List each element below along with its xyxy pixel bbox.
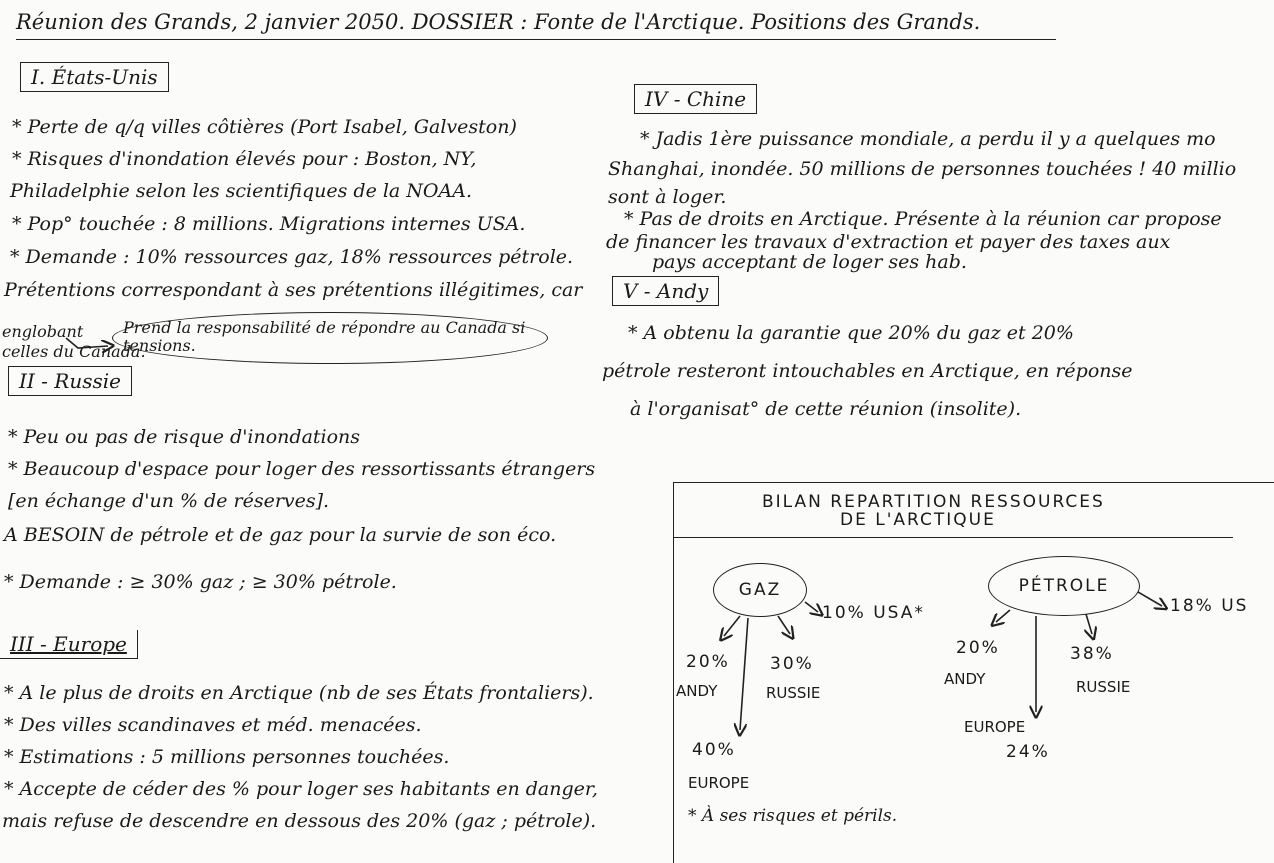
chine-line-3: sont à loger. [608, 186, 727, 208]
russie-line-4: A BESOIN de pétrole et de gaz pour la survie de son éco. [4, 524, 557, 546]
andy-line-1: * A obtenu la garantie que 20% du gaz et 20% [628, 322, 1074, 344]
europe-line-2: * Des villes scandinaves et méd. menacées. [4, 714, 422, 736]
gaz-europe-pct: 40% [692, 740, 736, 760]
gaz-andy-label: ANDY [676, 682, 718, 700]
page-title: Réunion des Grands, 2 janvier 2050. DOSSIER : Fonte de l'Arctique. Positions des Grands. [16, 10, 981, 34]
russie-line-5: * Demande : ≥ 30% gaz ; ≥ 30% pétrole. [4, 571, 397, 593]
heading-andy: V - Andy [612, 276, 719, 306]
heading-chine: IV - Chine [634, 84, 757, 114]
gaz-arrow-andy [724, 616, 740, 636]
europe-line-1: * A le plus de droits en Arctique (nb de ses États frontaliers). [4, 682, 594, 704]
usa-line-3: Philadelphie selon les scientifiques de la NOAA. [10, 180, 472, 202]
bilan-note: * À ses risques et périls. [688, 806, 898, 826]
europe-line-3: * Estimations : 5 millions personnes touchées. [4, 746, 450, 768]
usa-line-6: Prétentions correspondant à ses prétentions illégitimes, car [4, 279, 583, 301]
petrole-russie-pct: 38% [1070, 644, 1114, 664]
gaz-arrow-europe [740, 618, 748, 730]
russie-line-1: * Peu ou pas de risque d'inondations [8, 426, 361, 448]
petrole-usa-share: 18% US [1170, 596, 1249, 616]
petrole-arrow-russie [1086, 614, 1092, 634]
petrole-europe-pct: 24% [1006, 742, 1050, 762]
petrole-andy-pct: 20% [956, 638, 1000, 658]
russie-line-3: [en échange d'un % de réserves]. [8, 490, 330, 512]
petrole-arrow-andy [996, 610, 1010, 622]
usa-line-5: * Demande : 10% ressources gaz, 18% ressources pétrole. [10, 246, 574, 268]
petrole-arrow-usa [1138, 592, 1162, 606]
russie-line-2: * Beaucoup d'espace pour loger des ressortissants étrangers [8, 458, 596, 480]
chine-line-1: * Jadis 1ère puissance mondiale, a perdu il y a quelques mo [640, 128, 1216, 150]
usa-line-2: * Risques d'inondation élevés pour : Boston, NY, [12, 148, 477, 170]
petrole-europe-label: EUROPE [964, 718, 1026, 736]
gaz-arrow-russie [778, 616, 790, 634]
petrole-russie-label: RUSSIE [1076, 678, 1131, 696]
petrole-bubble: PÉTROLE [988, 556, 1140, 616]
usa-line-4: * Pop° touchée : 8 millions. Migrations internes USA. [12, 213, 526, 235]
usa-line-8: celles du Canada. [2, 342, 146, 361]
andy-line-2: pétrole resteront intouchables en Arctique, en réponse [602, 360, 1133, 382]
gaz-bubble: GAZ [713, 563, 807, 617]
gaz-russie-label: RUSSIE [766, 684, 821, 702]
bilan-title-line-1: BILAN REPARTITION RESSOURCES [762, 492, 1105, 512]
gaz-europe-label: EUROPE [688, 774, 750, 792]
andy-line-3: à l'organisat° de cette réunion (insolite). [630, 398, 1022, 420]
gaz-usa-share: 10% USA* [822, 603, 925, 623]
heading-europe: III - Europe [0, 630, 138, 659]
usa-line-1: * Perte de q/q villes côtières (Port Isabel, Galveston) [12, 116, 517, 138]
usa-arrow-bubble [66, 338, 108, 348]
europe-line-4: * Accepte de céder des % pour loger ses habitants en danger, [4, 778, 598, 800]
usa-responsibility-bubble: Prend la responsabilité de répondre au Canada si tensions. [112, 312, 548, 364]
europe-line-5: mais refuse de descendre en dessous des 20% (gaz ; pétrole). [2, 810, 597, 832]
heading-russie: II - Russie [8, 366, 132, 396]
gaz-arrow-usa [805, 602, 818, 612]
gaz-andy-pct: 20% [686, 652, 730, 672]
chine-line-6: pays acceptant de loger ses hab. [652, 251, 967, 273]
chine-line-2: Shanghai, inondée. 50 millions de personnes touchées ! 40 millio [608, 158, 1237, 180]
chine-line-4: * Pas de droits en Arctique. Présente à la réunion car propose [624, 208, 1222, 230]
gaz-russie-pct: 30% [770, 654, 814, 674]
usa-line-7: englobant [2, 322, 84, 341]
heading-usa: I. États-Unis [20, 62, 169, 92]
chine-line-5: de financer les travaux d'extraction et payer des taxes aux [606, 231, 1171, 253]
bilan-title-line-2: DE L'ARCTIQUE [840, 510, 996, 530]
petrole-andy-label: ANDY [944, 670, 986, 688]
